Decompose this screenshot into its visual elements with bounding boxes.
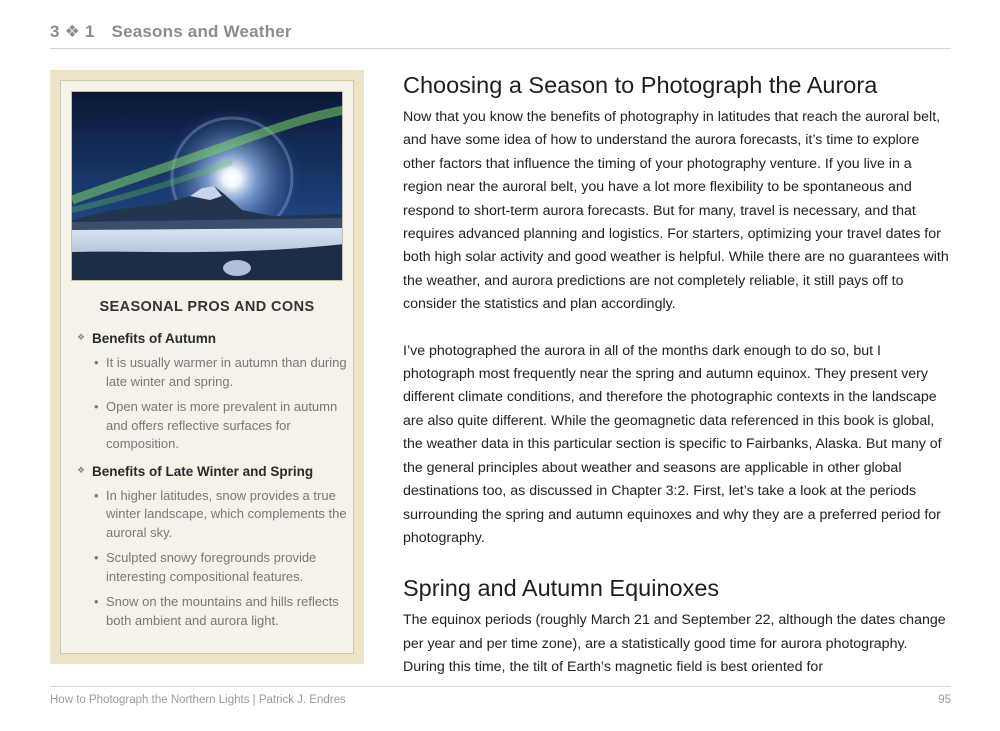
section-heading: Spring and Autumn Equinoxes — [403, 575, 720, 602]
section-title: Seasons and Weather — [111, 22, 292, 41]
list-item: • Snow on the mountains and hills reflects both ambient and aurora light. — [92, 593, 347, 630]
book-credit: How to Photograph the Northern Lights | Patrick J. Endres — [50, 694, 346, 706]
main-column — [403, 70, 953, 703]
chapter-number: 3 ❖ 1 — [50, 22, 95, 41]
sidebar-box — [50, 70, 364, 664]
body-paragraph: I’ve photographed the aurora in all of the months dark enough to do so, but I photograph most frequently near the spring and autumn equinox. They present very different climate conditions, and therefore the photographic contexts in the landscape are also quite different. While the geomagnetic data referenced in this book is global, the weather data in this particular section is specific to Fairbanks, Alaska. But many of the general principles about weather and seasons are applicable in other global destinations too, as discussed in Chapter 3:2. First, let’s take a look at the periods surrounding the spring and autumn equinoxes and why they are a preferred period for photography. — [403, 342, 942, 546]
body-paragraph: Now that you know the benefits of photography in latitudes that reach the auroral belt, and have some idea of how to understand the aurora forecasts, it’s time to explore other factors that influence the timing of your photography venture. If you live in a region near the auroral belt, you have a lot more flexibility to be spontaneous and respond to short-term aurora forecasts. But for many, travel is necessary, and that requires advanced planning and logistics. For starters, optimizing your travel dates for both high solar activity and good weather is helpful. While there are no guarantees with the weather, and aurora predictions are not completely reliable, it still pays off to consider the statistics and plan accordingly. — [403, 109, 949, 313]
benefit-heading: Benefits of Autumn — [92, 331, 216, 346]
list-item: • Sculpted snowy foregrounds provide interesting compositional features. — [92, 549, 347, 586]
list-item: • Open water is more prevalent in autumn and offers reflective surfaces for composition. — [92, 398, 347, 454]
aurora-photo-image — [72, 92, 343, 281]
sidebar-title: SEASONAL PROS AND CONS — [99, 299, 315, 315]
list-item: • In higher latitudes, snow provides a true winter landscape, which complements the auroral sky. — [92, 487, 347, 543]
benefit-heading: Benefits of Late Winter and Spring — [92, 463, 314, 479]
sidebar-panel — [60, 80, 354, 654]
running-footer — [50, 686, 951, 707]
page-number: 95 — [938, 694, 951, 706]
sub-list — [92, 487, 347, 631]
pros-cons-list — [77, 331, 347, 640]
list-item: • It is usually warmer in autumn than during late winter and spring. — [92, 354, 347, 391]
list-item — [77, 331, 347, 454]
list-item — [77, 464, 347, 631]
sub-list — [92, 354, 347, 454]
running-header — [50, 22, 951, 49]
aurora-photo — [71, 91, 343, 281]
body-paragraph: The equinox periods (roughly March 21 and September 22, although the dates change per year and per time zone), are a statistically good time for aurora photography. During this time, the tilt of Earth’s magnetic field is best oriented for — [403, 612, 946, 676]
section-heading: Choosing a Season to Photograph the Aurora — [403, 72, 878, 98]
